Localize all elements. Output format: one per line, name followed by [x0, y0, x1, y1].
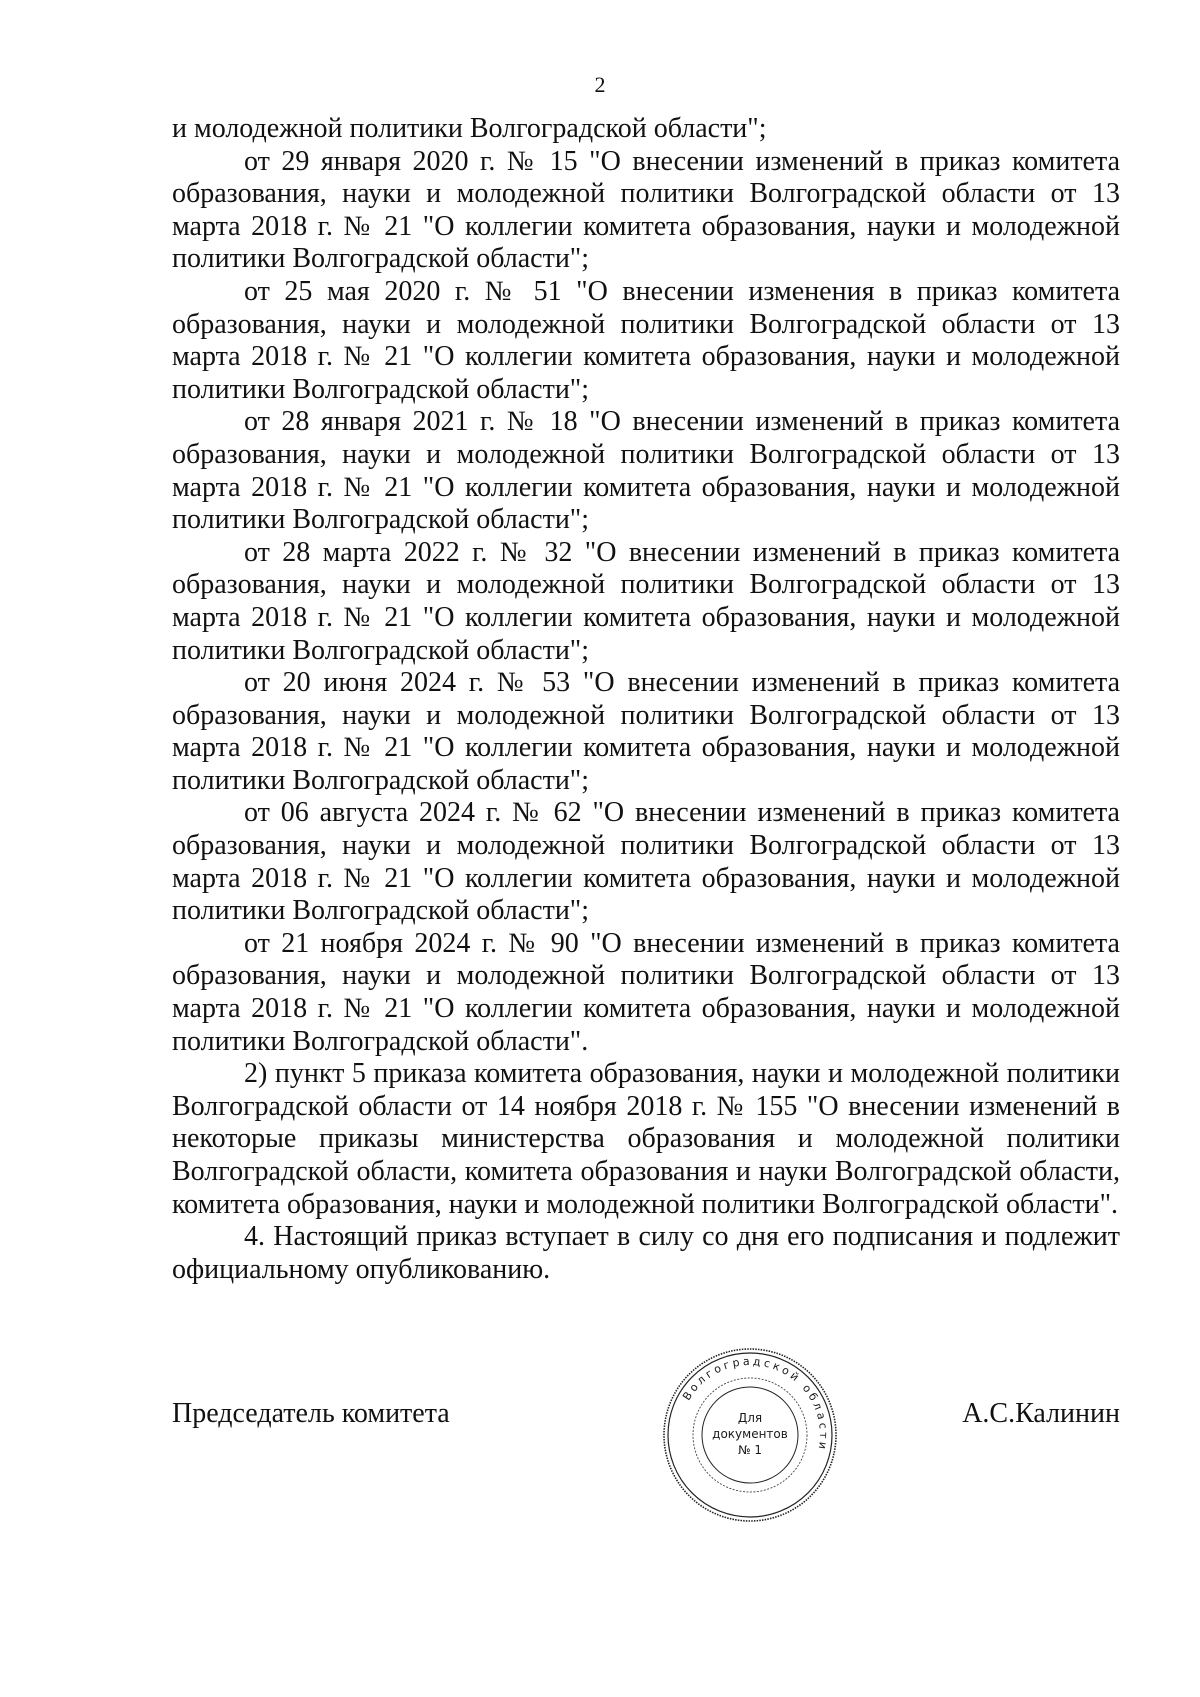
paragraph-amendment-2020-01: от 29 января 2020 г. № 15 "О внесении изменений в приказ комитета образования, науки и молодежной политики Волгоградской области от 13 марта 2018 г. № 21 "О коллегии комитета образования, науки и молодежной политики Волгоградской области"; — [172, 145, 1120, 275]
stamp-ring-text: Волгоградской области — [680, 1354, 831, 1454]
signer-name: А.С.Калинин — [962, 1398, 1120, 1429]
paragraph-item-4: 4. Настоящий приказ вступает в силу со дня его подписания и подлежит официальному опубликованию. — [172, 1221, 1120, 1285]
signature-block — [172, 1398, 1120, 1438]
document-body — [172, 113, 1120, 1286]
paragraph-amendment-2022-03: от 28 марта 2022 г. № 32 "О внесении изменений в приказ комитета образования, науки и молодежной политики Волгоградской области от 13 марта 2018 г. № 21 "О коллегии комитета образования, науки и молодежной политики Волгоградской области"; — [172, 536, 1120, 666]
paragraph-amendment-2021-01: от 28 января 2021 г. № 18 "О внесении изменений в приказ комитета образования, науки и молодежной политики Волгоградской области от 13 марта 2018 г. № 21 "О коллегии комитета образования, науки и молодежной политики Волгоградской области"; — [172, 406, 1120, 536]
stamp-center-line2: документов — [712, 1427, 788, 1441]
paragraph-amendment-2020-05: от 25 мая 2020 г. № 51 "О внесении изменения в приказ комитета образования, науки и молодежной политики Волгоградской области от 13 марта 2018 г. № 21 "О коллегии комитета образования, науки и молодежной политики Волгоградской области"; — [172, 275, 1120, 405]
stamp-center-line3: № 1 — [738, 1443, 762, 1457]
paragraph-amendment-2024-06: от 20 июня 2024 г. № 53 "О внесении изменений в приказ комитета образования, науки и молодежной политики Волгоградской области от 13 марта 2018 г. № 21 "О коллегии комитета образования, науки и молодежной политики Волгоградской области"; — [172, 667, 1120, 796]
paragraph-item-2: 2) пункт 5 приказа комитета образования, науки и молодежной политики Волгоградской области от 14 ноября 2018 г. № 155 "О внесении изменений в некоторые приказы министерства образования и молодежной политики Волгоградской области, комитета образования и науки Волгоградской области, комитета образования, науки и молодежной политики Волгоградской области". — [172, 1058, 1120, 1220]
official-seal-stamp — [660, 1345, 840, 1525]
stamp-center-line1: Для — [737, 1411, 763, 1425]
page-number: 2 — [594, 72, 606, 97]
paragraph-continuation: и молодежной политики Волгоградской области"; — [172, 113, 767, 144]
paragraph-amendment-2024-08: от 06 августа 2024 г. № 62 "О внесении изменений в приказ комитета образования, науки и молодежной политики Волгоградской области от 13 марта 2018 г. № 21 "О коллегии комитета образования, науки и молодежной политики Волгоградской области"; — [172, 797, 1120, 927]
signer-position: Председатель комитета — [172, 1398, 450, 1429]
paragraph-amendment-2024-11: от 21 ноября 2024 г. № 90 "О внесении изменений в приказ комитета образования, науки и молодежной политики Волгоградской области от 13 марта 2018 г. № 21 "О коллегии комитета образования, науки и молодежной политики Волгоградской области". — [172, 927, 1120, 1057]
